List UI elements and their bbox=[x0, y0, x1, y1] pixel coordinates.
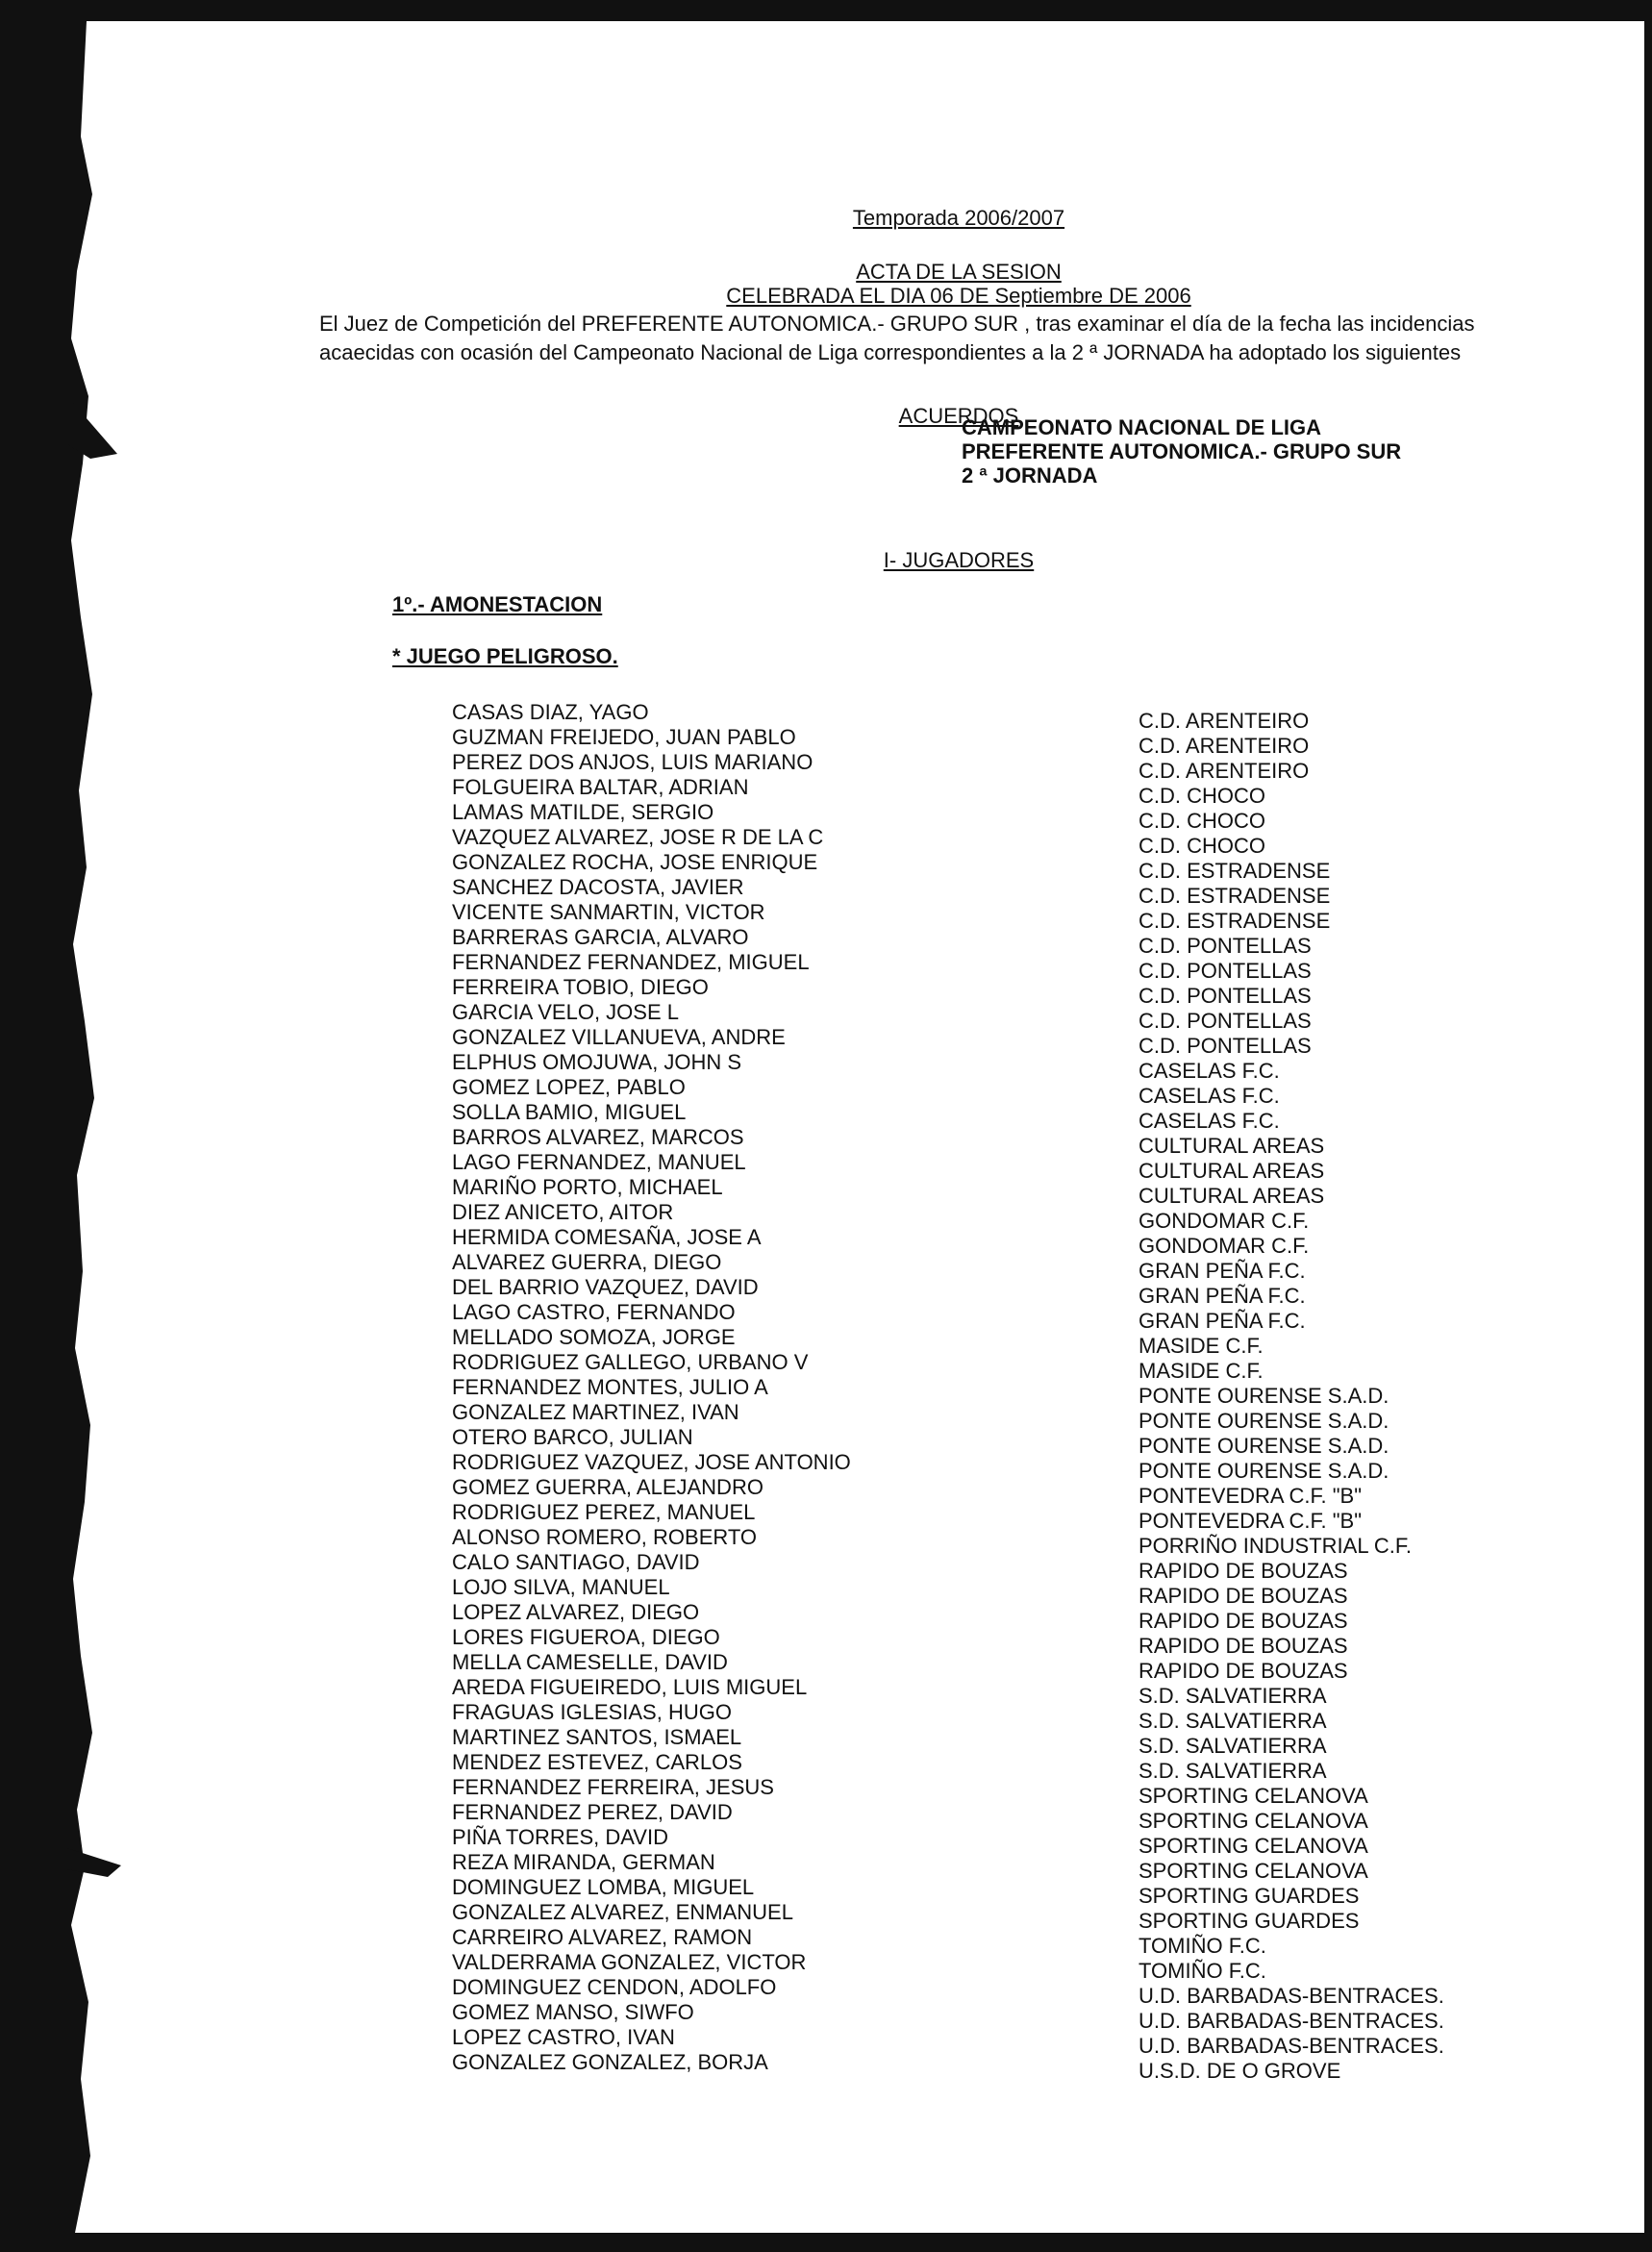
club-name: CULTURAL AREAS bbox=[1139, 1159, 1325, 1183]
club-name: SPORTING GUARDES bbox=[1139, 1909, 1360, 1933]
player-name: FOLGUEIRA BALTAR, ADRIAN bbox=[452, 775, 749, 799]
player-name: SANCHEZ DACOSTA, JAVIER bbox=[452, 875, 744, 899]
club-name: RAPIDO DE BOUZAS bbox=[1139, 1634, 1348, 1658]
player-name: BARRERAS GARCIA, ALVARO bbox=[452, 925, 749, 949]
club-name: SPORTING CELANOVA bbox=[1139, 1834, 1368, 1858]
player-name: MELLA CAMESELLE, DAVID bbox=[452, 1650, 728, 1674]
player-name: FRAGUAS IGLESIAS, HUGO bbox=[452, 1700, 732, 1724]
player-name: FERNANDEZ FERREIRA, JESUS bbox=[452, 1775, 774, 1799]
club-name: C.D. ESTRADENSE bbox=[1139, 859, 1331, 883]
torn-edge bbox=[67, 21, 144, 2233]
player-name: LOJO SILVA, MANUEL bbox=[452, 1575, 670, 1599]
player-name: LAGO CASTRO, FERNANDO bbox=[452, 1300, 736, 1324]
club-name: SPORTING GUARDES bbox=[1139, 1884, 1360, 1908]
club-name: CASELAS F.C. bbox=[1139, 1109, 1280, 1133]
player-name: GOMEZ LOPEZ, PABLO bbox=[452, 1075, 686, 1099]
intro-paragraph bbox=[319, 310, 1598, 367]
player-name: MARTINEZ SANTOS, ISMAEL bbox=[452, 1725, 742, 1749]
player-name: FERNANDEZ PEREZ, DAVID bbox=[452, 1800, 733, 1824]
player-name: ALVAREZ GUERRA, DIEGO bbox=[452, 1250, 722, 1274]
player-name: DIEZ ANICETO, AITOR bbox=[452, 1200, 674, 1224]
club-name: CULTURAL AREAS bbox=[1139, 1134, 1325, 1158]
player-name: GONZALEZ MARTINEZ, IVAN bbox=[452, 1400, 739, 1424]
player-name: GARCIA VELO, JOSE L bbox=[452, 1000, 679, 1024]
player-name: GUZMAN FREIJEDO, JUAN PABLO bbox=[452, 725, 796, 749]
club-name: C.D. ARENTEIRO bbox=[1139, 709, 1310, 733]
player-name: LORES FIGUEROA, DIEGO bbox=[452, 1625, 720, 1649]
club-name: C.D. ARENTEIRO bbox=[1139, 734, 1310, 758]
reason-heading: * JUEGO PELIGROSO. bbox=[392, 644, 618, 668]
act-title: ACTA DE LA SESION bbox=[856, 260, 1062, 284]
club-name: S.D. SALVATIERRA bbox=[1139, 1734, 1327, 1758]
club-name: U.D. BARBADAS-BENTRACES. bbox=[1139, 2009, 1444, 2033]
player-name: RODRIGUEZ PEREZ, MANUEL bbox=[452, 1500, 756, 1524]
club-name: PONTEVEDRA C.F. "B" bbox=[1139, 1509, 1362, 1533]
club-name: MASIDE C.F. bbox=[1139, 1359, 1264, 1383]
club-name: GRAN PEÑA F.C. bbox=[1139, 1284, 1306, 1308]
player-name: DEL BARRIO VAZQUEZ, DAVID bbox=[452, 1275, 759, 1299]
player-name: DOMINGUEZ CENDON, ADOLFO bbox=[452, 1975, 777, 1999]
club-name: GRAN PEÑA F.C. bbox=[1139, 1259, 1306, 1283]
club-name: C.D. CHOCO bbox=[1139, 809, 1265, 833]
player-name: MELLADO SOMOZA, JORGE bbox=[452, 1325, 736, 1349]
club-name: C.D. PONTELLAS bbox=[1139, 984, 1312, 1008]
acuerdos-heading: ACUERDOS bbox=[898, 404, 1019, 428]
player-name: GONZALEZ GONZALEZ, BORJA bbox=[452, 2050, 768, 2074]
players-list bbox=[452, 700, 851, 2075]
competition-name: CAMPEONATO NACIONAL DE LIGA bbox=[962, 415, 1322, 439]
player-name: MENDEZ ESTEVEZ, CARLOS bbox=[452, 1750, 742, 1774]
club-name: C.D. PONTELLAS bbox=[1139, 959, 1312, 983]
club-name: TOMIÑO F.C. bbox=[1139, 1959, 1266, 1983]
club-name: S.D. SALVATIERRA bbox=[1139, 1684, 1327, 1708]
player-name: LAMAS MATILDE, SERGIO bbox=[452, 800, 714, 824]
club-name: C.D. PONTELLAS bbox=[1139, 1009, 1312, 1033]
player-name: SOLLA BAMIO, MIGUEL bbox=[452, 1100, 687, 1124]
club-name: U.D. BARBADAS-BENTRACES. bbox=[1139, 1984, 1444, 2008]
player-name: MARIÑO PORTO, MICHAEL bbox=[452, 1175, 723, 1199]
club-name: C.D. ESTRADENSE bbox=[1139, 909, 1331, 933]
player-name: CALO SANTIAGO, DAVID bbox=[452, 1550, 700, 1574]
club-name: TOMIÑO F.C. bbox=[1139, 1934, 1266, 1958]
player-name: BARROS ALVAREZ, MARCOS bbox=[452, 1125, 744, 1149]
sanction-heading: 1º.- AMONESTACION bbox=[392, 592, 603, 616]
player-name: CASAS DIAZ, YAGO bbox=[452, 700, 649, 724]
player-name: AREDA FIGUEIREDO, LUIS MIGUEL bbox=[452, 1675, 808, 1699]
clubs-list bbox=[1139, 709, 1444, 2084]
player-name: PEREZ DOS ANJOS, LUIS MARIANO bbox=[452, 750, 813, 774]
player-name: GONZALEZ ALVAREZ, ENMANUEL bbox=[452, 1900, 793, 1924]
player-name: GOMEZ GUERRA, ALEJANDRO bbox=[452, 1475, 763, 1499]
player-name: GONZALEZ ROCHA, JOSE ENRIQUE bbox=[452, 850, 818, 874]
club-name: MASIDE C.F. bbox=[1139, 1334, 1264, 1358]
club-name: PONTE OURENSE S.A.D. bbox=[1139, 1409, 1389, 1433]
club-name: C.D. CHOCO bbox=[1139, 834, 1265, 858]
club-name: RAPIDO DE BOUZAS bbox=[1139, 1609, 1348, 1633]
club-name: GONDOMAR C.F. bbox=[1139, 1209, 1310, 1233]
club-name: RAPIDO DE BOUZAS bbox=[1139, 1559, 1348, 1583]
club-name: RAPIDO DE BOUZAS bbox=[1139, 1659, 1348, 1683]
club-name: PONTE OURENSE S.A.D. bbox=[1139, 1459, 1389, 1483]
player-name: GONZALEZ VILLANUEVA, ANDRE bbox=[452, 1025, 786, 1049]
player-name: GOMEZ MANSO, SIWFO bbox=[452, 2000, 694, 2024]
section-heading: I- JUGADORES bbox=[883, 548, 1035, 572]
club-name: S.D. SALVATIERRA bbox=[1139, 1759, 1327, 1783]
club-name: C.D. ESTRADENSE bbox=[1139, 884, 1331, 908]
intro-line-1: El Juez de Competición del PREFERENTE AUTONOMICA.- GRUPO SUR , tras examinar el día de la fecha las incidencias bbox=[319, 312, 1475, 336]
club-name: C.D. PONTELLAS bbox=[1139, 1034, 1312, 1058]
club-name: U.S.D. DE O GROVE bbox=[1139, 2059, 1341, 2083]
player-name: LAGO FERNANDEZ, MANUEL bbox=[452, 1150, 746, 1174]
club-name: CASELAS F.C. bbox=[1139, 1059, 1280, 1083]
player-name: PIÑA TORRES, DAVID bbox=[452, 1825, 668, 1849]
player-name: VICENTE SANMARTIN, VICTOR bbox=[452, 900, 765, 924]
season-title: Temporada 2006/2007 bbox=[852, 206, 1065, 230]
club-name: C.D. PONTELLAS bbox=[1139, 934, 1312, 958]
player-name: LOPEZ ALVAREZ, DIEGO bbox=[452, 1600, 700, 1624]
player-name: ELPHUS OMOJUWA, JOHN S bbox=[452, 1050, 742, 1074]
player-name: DOMINGUEZ LOMBA, MIGUEL bbox=[452, 1875, 755, 1899]
club-name: U.D. BARBADAS-BENTRACES. bbox=[1139, 2034, 1444, 2058]
club-name: RAPIDO DE BOUZAS bbox=[1139, 1584, 1348, 1608]
player-name: FERREIRA TOBIO, DIEGO bbox=[452, 975, 709, 999]
player-name: OTERO BARCO, JULIAN bbox=[452, 1425, 693, 1449]
club-name: SPORTING CELANOVA bbox=[1139, 1809, 1368, 1833]
club-name: C.D. CHOCO bbox=[1139, 784, 1265, 808]
player-name: REZA MIRANDA, GERMAN bbox=[452, 1850, 715, 1874]
club-name: PONTEVEDRA C.F. "B" bbox=[1139, 1484, 1362, 1508]
competition-round: 2 ª JORNADA bbox=[962, 463, 1098, 488]
competition-block bbox=[962, 415, 1401, 488]
club-name: PORRIÑO INDUSTRIAL C.F. bbox=[1139, 1534, 1412, 1558]
club-name: CULTURAL AREAS bbox=[1139, 1184, 1325, 1208]
club-name: SPORTING CELANOVA bbox=[1139, 1784, 1368, 1808]
player-name: HERMIDA COMESAÑA, JOSE A bbox=[452, 1225, 762, 1249]
competition-group: PREFERENTE AUTONOMICA.- GRUPO SUR bbox=[962, 439, 1402, 463]
act-content bbox=[319, 21, 1598, 2233]
club-name: PONTE OURENSE S.A.D. bbox=[1139, 1434, 1389, 1458]
document-page bbox=[67, 21, 1644, 2233]
player-name: FERNANDEZ FERNANDEZ, MIGUEL bbox=[452, 950, 810, 974]
club-name: GRAN PEÑA F.C. bbox=[1139, 1309, 1306, 1333]
session-date: CELEBRADA EL DIA 06 DE Septiembre DE 2006 bbox=[726, 284, 1191, 308]
player-name: CARREIRO ALVAREZ, RAMON bbox=[452, 1925, 753, 1949]
player-name: ALONSO ROMERO, ROBERTO bbox=[452, 1525, 758, 1549]
player-name: RODRIGUEZ VAZQUEZ, JOSE ANTONIO bbox=[452, 1450, 851, 1474]
player-name: FERNANDEZ MONTES, JULIO A bbox=[452, 1375, 768, 1399]
player-name: LOPEZ CASTRO, IVAN bbox=[452, 2025, 675, 2049]
club-name: GONDOMAR C.F. bbox=[1139, 1234, 1310, 1258]
player-name: VALDERRAMA GONZALEZ, VICTOR bbox=[452, 1950, 807, 1974]
club-name: S.D. SALVATIERRA bbox=[1139, 1709, 1327, 1733]
club-name: SPORTING CELANOVA bbox=[1139, 1859, 1368, 1883]
club-name: C.D. ARENTEIRO bbox=[1139, 759, 1310, 783]
club-name: PONTE OURENSE S.A.D. bbox=[1139, 1384, 1389, 1408]
player-name: VAZQUEZ ALVAREZ, JOSE R DE LA C bbox=[452, 825, 824, 849]
club-name: CASELAS F.C. bbox=[1139, 1084, 1280, 1108]
intro-line-2: acaecidas con ocasión del Campeonato Nacional de Liga correspondientes a la 2 ª JORNADA ha adoptado los siguientes bbox=[319, 340, 1462, 364]
player-name: RODRIGUEZ GALLEGO, URBANO V bbox=[452, 1350, 809, 1374]
